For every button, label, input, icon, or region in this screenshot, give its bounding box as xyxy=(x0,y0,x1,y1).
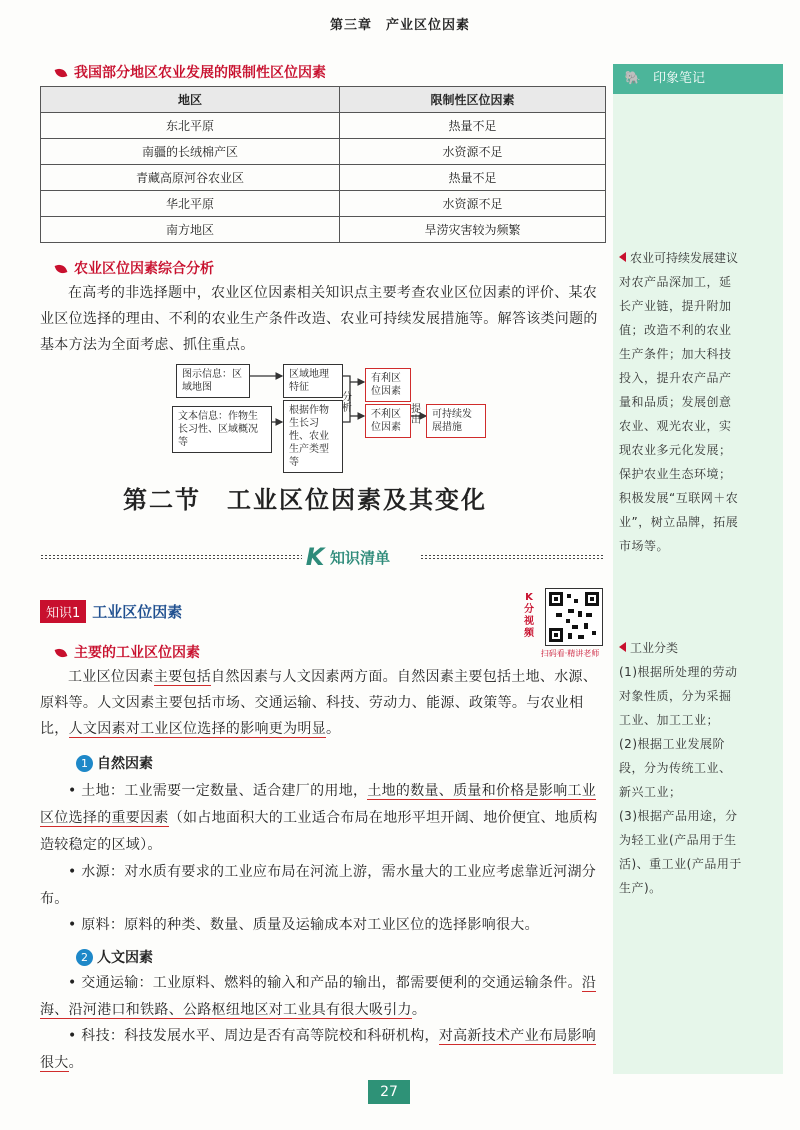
land-text: • 土地：工业需要一定数量、适合建厂的用地， xyxy=(68,783,368,799)
sidebar-header xyxy=(613,64,783,94)
limiting-factors-heading-text: 我国部分地区农业发展的限制性区位因素 xyxy=(74,65,326,81)
knowledge-banner xyxy=(40,542,605,572)
note-industry-title xyxy=(619,636,743,660)
note-sustainable-title-text: 农业可持续发展建议 xyxy=(630,251,739,265)
human-factors-title: 人文因素 xyxy=(97,950,153,966)
leaf-icon xyxy=(55,263,68,276)
table-cell: 南疆的长绒棉产区 xyxy=(41,139,340,165)
section-title: 第二节 工业区位因素及其变化 xyxy=(123,485,487,514)
table-row xyxy=(41,191,606,217)
sidebar-header-text: 印象笔记 xyxy=(653,71,706,86)
table-cell: 东北平原 xyxy=(41,113,340,139)
elephant-icon: 🐘 xyxy=(624,71,642,86)
knowledge-title: 工业区位因素 xyxy=(92,603,183,621)
number-badge-icon: 1 xyxy=(76,755,93,772)
industrial-intro-paragraph xyxy=(40,664,608,742)
banner-text: 知识清单 xyxy=(330,548,391,567)
intro-underlined: 人文因素对工业区位选择的影响更为明显 xyxy=(68,721,327,737)
land-text: （如占地面积大的工业适合布局在地形平坦开阔、地价便宜、地质构造较稳定的区域）。 xyxy=(40,810,598,853)
table-cell: 南方地区 xyxy=(41,217,340,243)
diagram-text-info-box: 文本信息：作物生长习性、区域概况等 xyxy=(172,406,272,453)
main-factors-heading-text: 主要的工业区位因素 xyxy=(74,645,200,661)
comprehensive-analysis-heading xyxy=(56,258,214,278)
triangle-marker-icon xyxy=(619,642,626,652)
limiting-factors-heading xyxy=(56,62,326,82)
banner-label xyxy=(302,542,390,572)
table-cell: 热量不足 xyxy=(339,165,605,191)
diagram-analysis-label: 分析 xyxy=(342,392,352,414)
table-cell: 水资源不足 xyxy=(339,191,605,217)
diagram-propose-label: 提出 xyxy=(411,404,421,426)
video-label: K分视频 xyxy=(524,592,534,639)
chapter-header: 第三章 产业区位因素 xyxy=(329,18,470,33)
intro-text: 。 xyxy=(326,721,341,737)
qr-code[interactable] xyxy=(545,588,603,646)
tech-underlined: 对高新技术产业布局影响很大 xyxy=(40,1028,597,1071)
triangle-marker-icon xyxy=(619,252,626,262)
transport-text: 。 xyxy=(411,1002,427,1018)
page-number: 27 xyxy=(368,1080,410,1104)
banner-dots-right xyxy=(420,554,605,560)
main-factors-heading xyxy=(56,642,200,662)
note-industry-item: (2)根据工业发展阶段，分为传统工业、新兴工业； xyxy=(619,737,732,799)
land-paragraph xyxy=(40,778,608,859)
table-cell: 热量不足 xyxy=(339,113,605,139)
material-paragraph: • 原料：原料的种类、数量、质量及运输成本对工业区位的选择影响很大。 xyxy=(68,917,539,933)
number-badge-icon: 2 xyxy=(76,949,93,966)
water-paragraph: • 水源：对水质有要求的工业应布局在河流上游，需水量大的工业应考虑靠近河湖分布。 xyxy=(40,864,597,907)
transport-text: • 交通运输：工业原料、燃料的输入和产品的输出，都需要便利的交通运输条件。 xyxy=(68,975,582,991)
comprehensive-analysis-heading-text: 农业区位因素综合分析 xyxy=(74,261,214,277)
table-row xyxy=(41,113,606,139)
table-row xyxy=(41,139,606,165)
table-cell: 水资源不足 xyxy=(339,139,605,165)
k-logo-icon: K xyxy=(305,543,325,571)
note-industry-title-text: 工业分类 xyxy=(630,641,679,655)
note-industry-types xyxy=(619,636,743,900)
intro-text: 自然因素与人文因素两方面。自然因素主要包括土地、水源、原料等。人文因素主要包括市场、交通运输、科技、劳动力、能源、政策等。与农业相比， xyxy=(40,669,598,737)
table-header-factor: 限制性区位因素 xyxy=(339,87,605,113)
diagram-unfavorable-box: 不利区位因素 xyxy=(365,404,411,438)
note-industry-item: (3)根据产品用途，分为轻工业(产品用于生活)、重工业(产品用于生产)。 xyxy=(619,809,742,895)
tech-paragraph xyxy=(40,1023,608,1077)
table-cell: 青藏高原河谷农业区 xyxy=(41,165,340,191)
knowledge-tag: 知识1 xyxy=(40,600,86,623)
note-sustainable-text: 对农产品深加工，延长产业链，提升附加值；改造不利的农业生产条件；加大科技投入，提升农产品产量和品质；发展创意农业、观光农业，实现农业多元化发展；保护农业生态环境；积极发展“互联网＋农业”，树立品牌，拓展市场等。 xyxy=(619,275,739,553)
transport-paragraph xyxy=(40,970,608,1024)
diagram-regional-feature-box: 区域地理特征 xyxy=(283,364,343,398)
note-sustainable xyxy=(619,246,743,558)
knowledge-heading xyxy=(40,600,182,623)
diagram-crop-habit-box: 根据作物生长习性、农业生产类型等 xyxy=(283,400,343,473)
note-sustainable-title xyxy=(619,246,743,270)
intro-text: 工业区位因素 xyxy=(68,669,154,685)
natural-factors-title: 自然因素 xyxy=(97,756,153,772)
human-factors-heading xyxy=(76,947,153,967)
intro-underlined: 主要包括 xyxy=(153,669,212,685)
table-header-region: 地区 xyxy=(41,87,340,113)
tech-text: 。 xyxy=(68,1055,83,1071)
note-industry-item: (1)根据所处理的劳动对象性质，分为采掘工业、加工工业； xyxy=(619,665,738,727)
tech-text: • 科技：科技发展水平、周边是否有高等院校和科研机构， xyxy=(68,1028,439,1044)
table-cell: 华北平原 xyxy=(41,191,340,217)
banner-dots-left xyxy=(40,554,302,560)
notes-sidebar xyxy=(613,64,783,1074)
natural-factors-heading xyxy=(76,753,153,773)
table-cell: 旱涝灾害较为频繁 xyxy=(339,217,605,243)
transport-underlined: 沿海、沿河港口和铁路、公路枢纽地区对工业具有很大吸引力 xyxy=(40,975,597,1018)
qr-caption: 扫码看·精讲老师 xyxy=(540,649,600,658)
diagram-map-info-box: 图示信息：区域地图 xyxy=(176,364,250,398)
analysis-paragraph: 在高考的非选择题中，农业区位因素相关知识点主要考查农业区位因素的评价、某农业区位选择的理由、不利的农业生产条件改造、农业可持续发展措施等。解答该类问题的基本方法为全面考虑、抓住重点。 xyxy=(40,285,598,353)
table-row xyxy=(41,165,606,191)
limiting-factors-table xyxy=(40,86,606,243)
leaf-icon xyxy=(55,647,68,660)
leaf-icon xyxy=(55,67,68,80)
land-underlined: 土地的数量、质量和价格是影响工业区位选择的重要因素 xyxy=(40,783,597,826)
qr-pattern-icon xyxy=(546,589,602,645)
diagram-sustainable-box: 可持续发展措施 xyxy=(426,404,486,438)
table-row xyxy=(41,217,606,243)
diagram-favorable-box: 有利区位因素 xyxy=(365,368,411,402)
